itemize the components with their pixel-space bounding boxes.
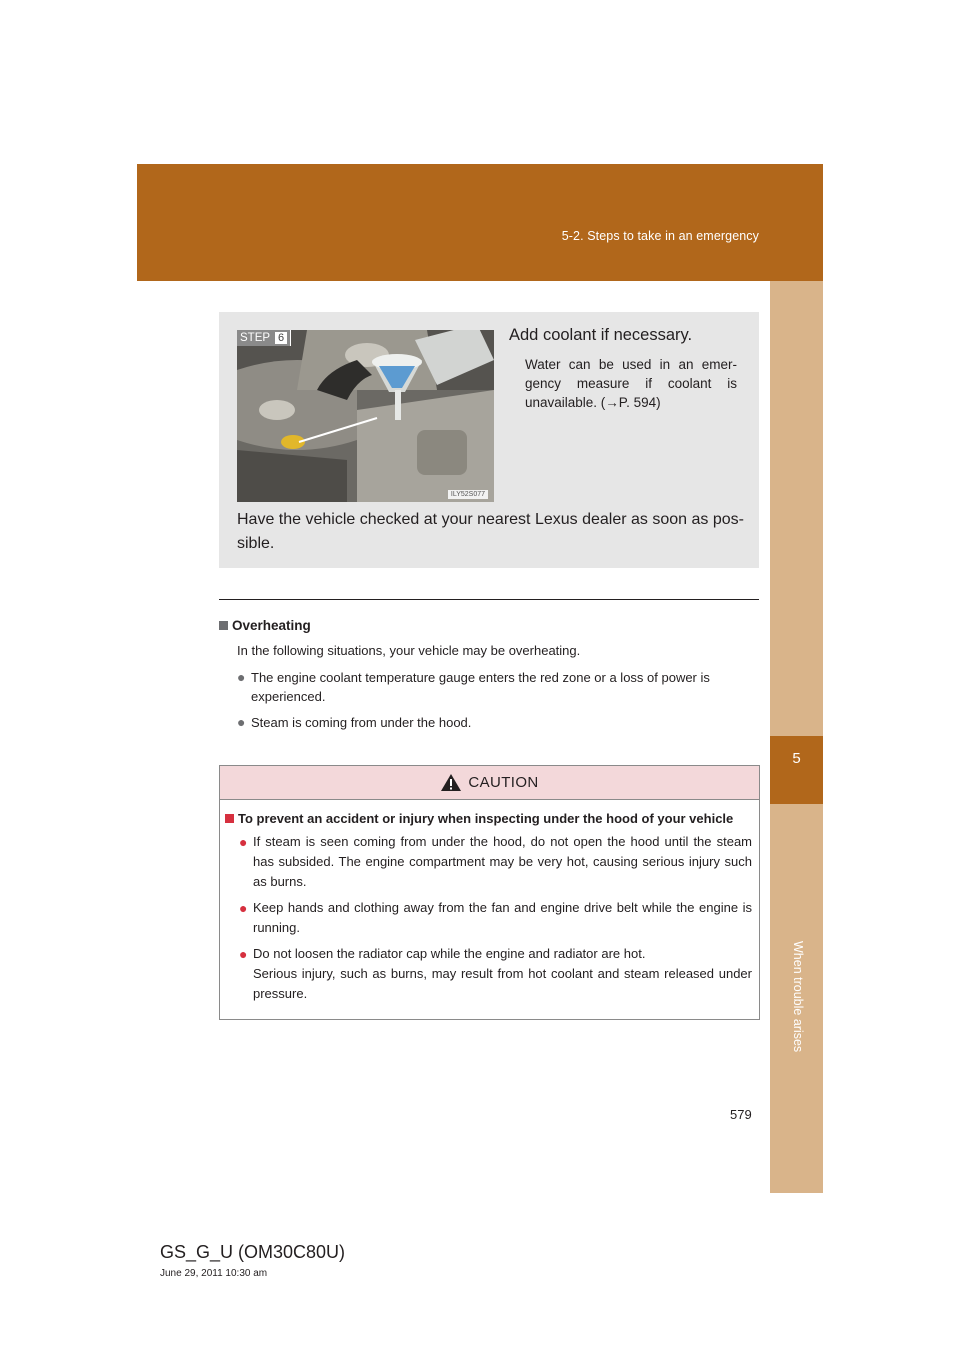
list-item [239,944,752,1004]
page-number: 579 [730,1107,752,1122]
section-title: 5-2. Steps to take in an emergency [561,229,759,243]
engine-photo [237,330,494,502]
chapter-number: 5 [792,750,801,767]
caution-header [220,766,759,800]
step-label [237,330,291,346]
step-footer-text: Have the vehicle checked at your nearest Lexus dealer as soon as pos-sible. [237,511,744,552]
caution-body [220,800,759,1004]
warning-triangle-icon [440,773,462,792]
list-item-text: Steam is coming from under the hood. [251,715,472,730]
round-bullet-icon: ● [239,900,248,916]
photo-code: ILY52S077 [448,490,488,499]
caution-heading [225,811,752,826]
step-note: Water can be used in an emer-gency measure if coolant is unavailable. (→P. 594) [525,357,737,410]
step-label-text: STEP [240,332,271,344]
square-bullet-icon [225,814,234,823]
chapter-label: When trouble arises [791,941,805,1053]
list-item [239,898,752,938]
engine-illustration [237,330,494,502]
round-bullet-icon: ● [237,669,246,685]
list-item [237,713,759,732]
list-item-text: Keep hands and clothing away from the fan and engine drive belt while the engine is running. [253,900,752,935]
overheating-intro: In the following situations, your vehicle may be overheating. [237,643,581,658]
list-item [239,832,752,892]
header-band [137,164,823,281]
overheating-section [219,618,759,739]
step-number: 6 [275,332,287,344]
round-bullet-icon: ● [239,946,248,962]
list-item-text: If steam is seen coming from under the hood, do not open the hood until the steam has subsided. The engine compartment may be very hot, causing serious injury such as burns. [253,834,752,889]
round-bullet-icon: ● [239,834,248,850]
caution-heading-text: To prevent an accident or injury when inspecting under the hood of your vehicle [238,811,734,826]
step-box [219,312,759,568]
caution-box [219,765,760,1020]
document-date: June 29, 2011 10:30 am [160,1268,268,1279]
square-bullet-icon [219,621,228,630]
section-divider [219,599,759,600]
overheating-heading [219,618,759,633]
side-chapter-tab [770,281,823,1193]
list-item-text-group [253,944,752,1004]
list-item-text: The engine coolant temperature gauge enters the red zone or a loss of power is experienced. [251,670,710,704]
step-title: Add coolant if necessary. [509,326,693,344]
round-bullet-icon: ● [237,714,246,730]
chapter-box [770,736,823,804]
list-item-text: Do not loosen the radiator cap while the engine and radiator are hot. [253,946,646,961]
document-code: GS_G_U (OM30C80U) [160,1242,346,1262]
list-item-continuation: Serious injury, such as burns, may result from hot coolant and steam released under pressure. [253,966,752,1001]
overheating-heading-text: Overheating [232,618,311,633]
caution-title: CAUTION [468,774,539,791]
list-item [237,668,759,706]
